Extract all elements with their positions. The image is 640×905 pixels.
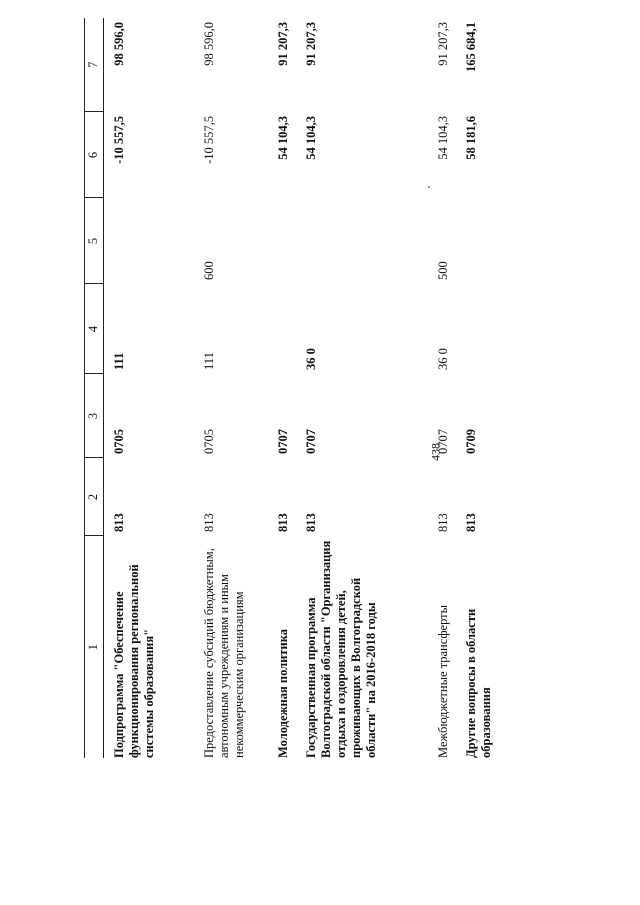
cell-change-amount: 58 181,6 — [464, 116, 478, 160]
budget-table-rotated — [84, 18, 564, 758]
col-header-4: 4 — [85, 284, 104, 374]
cell-target-code — [274, 284, 302, 374]
cell-ministry-code: 813 — [464, 513, 478, 532]
col-header-7: 7 — [85, 18, 104, 112]
cell-change-amount: -10 557,5 — [112, 116, 126, 164]
col-header-3: 3 — [85, 374, 104, 458]
cell-change-amount: -10 557,5 — [202, 116, 216, 164]
cell-total-amount: 98 596,0 — [112, 22, 126, 66]
table-row — [274, 18, 302, 758]
cell-section-code: 0707 — [436, 429, 450, 454]
table-row — [434, 18, 462, 758]
row-name: Подпрограмма "Обеспечение функционирования региональной системы образования" — [112, 564, 156, 758]
row-name: Предоставление субсидий бюджетным, автономным учреждениям и иным некоммерческим организациям — [202, 548, 246, 758]
cell-ministry-code: 813 — [304, 513, 318, 532]
cell-total-amount: 165 684,1 — [464, 22, 478, 72]
cell-section-code: 0705 — [112, 429, 126, 454]
table-row — [302, 18, 434, 758]
cell-section-code: 0705 — [202, 429, 216, 454]
row-name: Межбюджетные трансферты — [436, 604, 450, 758]
cell-expense-type — [274, 198, 302, 284]
col-header-2: 2 — [85, 458, 104, 536]
cell-ministry-code: 813 — [202, 513, 216, 532]
budget-table — [84, 18, 508, 758]
cell-expense-type — [462, 198, 508, 284]
cell-total-amount: 91 207,3 — [436, 22, 450, 66]
cell-change-amount: 54 104,3 — [304, 116, 318, 160]
col-header-6: 6 — [85, 112, 104, 198]
cell-target-code: 36 0 — [436, 348, 450, 370]
cell-target-code: 111 — [112, 352, 126, 370]
col-header-5: 5 — [85, 198, 104, 284]
col-header-1: 1 — [85, 536, 104, 758]
cell-expense-type — [104, 198, 201, 284]
row-name: Молодежная политика — [276, 628, 290, 758]
cell-total-amount: 91 207,3 — [304, 22, 318, 66]
cell-section-code: 0707 — [276, 429, 290, 454]
cell-expense-type: 500 — [436, 261, 450, 280]
cell-section-code: 0709 — [464, 429, 478, 454]
cell-expense-type: 600 — [202, 261, 216, 280]
header-row — [85, 18, 104, 758]
row-name: Государственная программа Волгоградской области "Организация отдыха и оздоровления детей, проживающих в Волгоградской области" на 2016-2018 годы — [304, 540, 378, 758]
cell-target-code: 111 — [202, 352, 216, 370]
page-number: 438 — [428, 443, 443, 461]
row-name: Другие вопросы в области образования — [464, 608, 493, 758]
cell-change-amount: 54 104,3 — [276, 116, 290, 160]
table-row — [104, 18, 201, 758]
table-row — [200, 18, 274, 758]
cell-ministry-code: 813 — [436, 513, 450, 532]
cell-total-amount: 98 596,0 — [202, 22, 216, 66]
cell-expense-type — [302, 198, 434, 284]
cell-change-amount: 54 104,3 — [436, 116, 450, 160]
cell-target-code — [462, 284, 508, 374]
table-row — [462, 18, 508, 758]
cell-total-amount: 91 207,3 — [276, 22, 290, 66]
cell-target-code: 36 0 — [304, 348, 318, 370]
cell-ministry-code: 813 — [112, 513, 126, 532]
cell-section-code: 0707 — [304, 429, 318, 454]
cell-ministry-code: 813 — [276, 513, 290, 532]
